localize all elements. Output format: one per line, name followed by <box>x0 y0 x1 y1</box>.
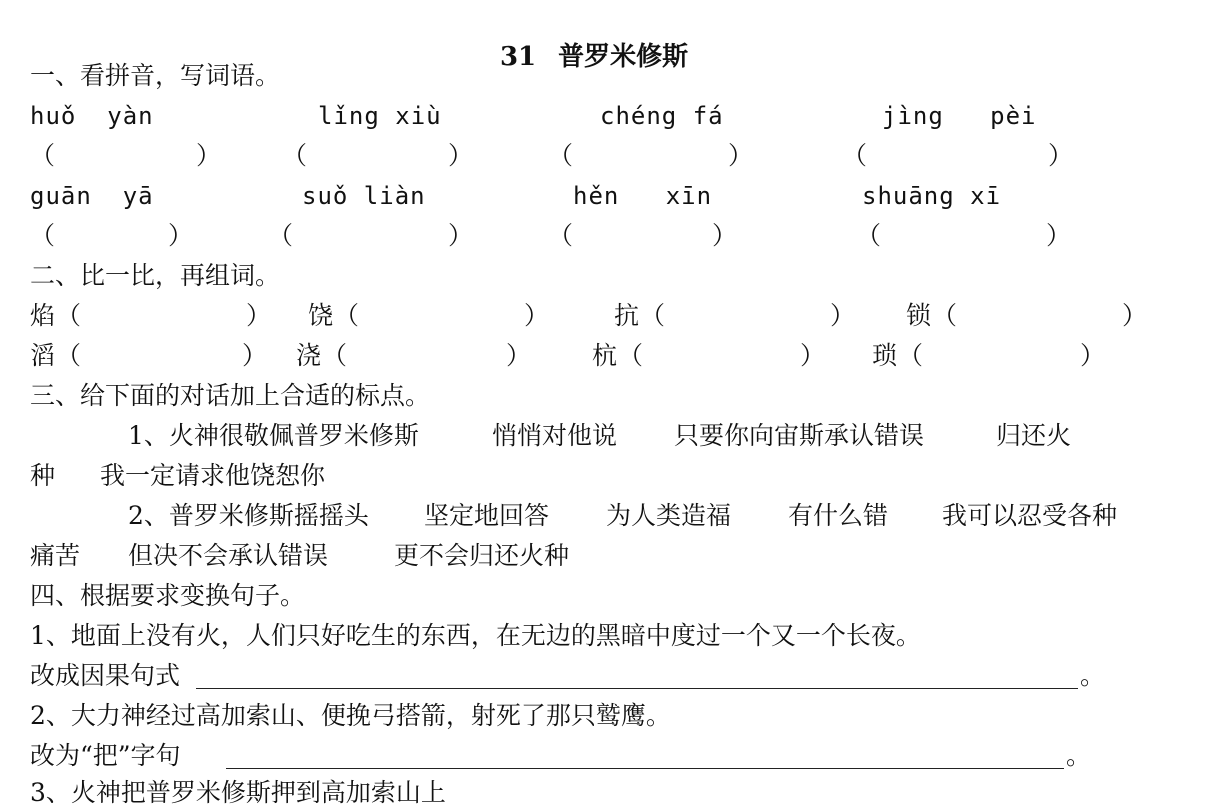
answer-blank-open: （ <box>856 221 882 250</box>
char-hang: 杭 <box>592 341 618 370</box>
answer-blank-open: （ <box>932 301 958 330</box>
answer-blank-close: ） <box>524 301 550 330</box>
q2-segment: 但决不会承认错误 <box>128 541 329 570</box>
answer-blank-close: ） <box>1046 221 1072 250</box>
q2-segment: 我可以忍受各种 <box>942 501 1118 530</box>
char-yan: 焰 <box>30 301 56 330</box>
lesson-number: 31 <box>499 42 537 72</box>
pinyin-guan-ya: guān yā <box>30 182 154 210</box>
answer-blank-close: ） <box>830 301 856 330</box>
answer-blank-open: （ <box>56 301 82 330</box>
answer-blank-close: ） <box>448 141 474 170</box>
pinyin-shuang-xi: shuāng xī <box>862 182 1002 210</box>
answer-blank-open: （ <box>548 221 574 250</box>
answer-blank-close: ） <box>242 341 268 370</box>
answer-blank-close: ） <box>168 221 194 250</box>
char-jiao: 浇 <box>296 341 322 370</box>
q4-1-sentence: 1、地面上没有火，人们只好吃生的东西，在无边的黑暗中度过一个又一个长夜。 <box>30 621 921 650</box>
char-kang: 抗 <box>614 301 640 330</box>
q4-1-prompt: 改成因果句式 <box>30 661 181 690</box>
answer-blank-open: （ <box>618 341 644 370</box>
answer-blank-close: ） <box>800 341 826 370</box>
pinyin-cheng-fa: chéng fá <box>600 102 724 130</box>
q1-segment: 只要你向宙斯承认错误 <box>674 421 925 450</box>
answer-blank-close: ） <box>196 141 222 170</box>
pinyin-ling-xiu: lǐng xiù <box>318 102 442 130</box>
q1-segment: 悄悄对他说 <box>492 421 618 450</box>
pinyin-huo-yan: huǒ yàn <box>30 102 154 130</box>
section2-heading: 二、比一比，再组词。 <box>30 261 281 290</box>
char-suo: 锁 <box>906 301 932 330</box>
answer-blank-open: （ <box>30 141 56 170</box>
answer-blank-open: （ <box>322 341 348 370</box>
q1-segment: 种 <box>30 461 56 490</box>
q4-2-prompt: 改为“把”字句 <box>30 741 181 770</box>
q2-segment: 坚定地回答 <box>424 501 550 530</box>
answer-blank-open: （ <box>30 221 56 250</box>
section3-heading: 三、给下面的对话加上合适的标点。 <box>30 381 431 410</box>
char-suo2: 琐 <box>872 341 898 370</box>
q1-segment: 归还火 <box>996 421 1072 450</box>
answer-blank-close: ） <box>1048 141 1074 170</box>
answer-blank-close: ） <box>728 141 754 170</box>
answer-blank-close: ） <box>1080 341 1106 370</box>
answer-blank-open: （ <box>548 141 574 170</box>
q2-segment: 为人类造福 <box>606 501 732 530</box>
end-mark: 。 <box>1066 741 1092 770</box>
answer-blank-open: （ <box>56 341 82 370</box>
answer-line[interactable] <box>196 688 1078 689</box>
answer-blank-open: （ <box>640 301 666 330</box>
pinyin-jing-pei: jìng pèi <box>882 102 1037 130</box>
answer-blank-close: ） <box>246 301 272 330</box>
q2-segment: 更不会归还火种 <box>394 541 570 570</box>
section1-heading: 一、看拼音，写词语。 <box>30 61 281 90</box>
answer-line[interactable] <box>226 768 1064 769</box>
section4-heading: 四、根据要求变换句子。 <box>30 581 306 610</box>
char-rao: 饶 <box>308 301 334 330</box>
answer-blank-open: （ <box>268 221 294 250</box>
q4-3-sentence: 3、火神把普罗米修斯押到高加索山上 <box>30 778 446 807</box>
answer-blank-open: （ <box>282 141 308 170</box>
pinyin-suo-lian: suǒ liàn <box>302 182 426 210</box>
answer-blank-close: ） <box>1122 301 1148 330</box>
answer-blank-close: ） <box>712 221 738 250</box>
pinyin-hen-xin: hěn xīn <box>573 182 713 210</box>
answer-blank-open: （ <box>898 341 924 370</box>
answer-blank-close: ） <box>448 221 474 250</box>
q1-segment: 1、火神很敬佩普罗米修斯 <box>128 421 419 450</box>
end-mark: 。 <box>1080 661 1106 690</box>
answer-blank-open: （ <box>842 141 868 170</box>
q2-segment: 有什么错 <box>788 501 889 530</box>
lesson-title: 普罗米修斯 <box>558 42 689 72</box>
answer-blank-close: ） <box>506 341 532 370</box>
q2-segment: 2、普罗米修斯摇摇头 <box>128 501 369 530</box>
answer-blank-open: （ <box>334 301 360 330</box>
q1-segment: 我一定请求他饶恕你 <box>100 461 326 490</box>
char-tao: 滔 <box>30 341 56 370</box>
q2-segment: 痛苦 <box>30 541 81 570</box>
q4-2-sentence: 2、大力神经过高加索山、便挽弓搭箭，射死了那只鹫鹰。 <box>30 701 671 730</box>
